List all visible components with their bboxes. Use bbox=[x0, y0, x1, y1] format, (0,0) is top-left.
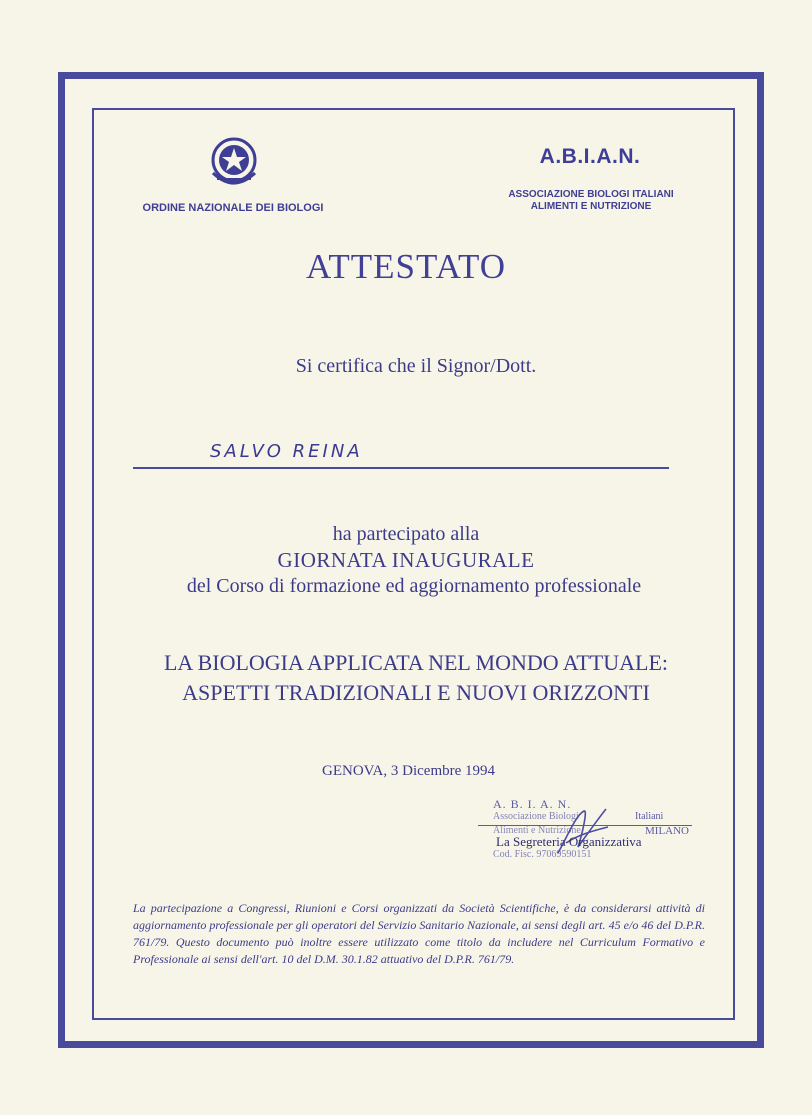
certify-text: Si certifica che il Signor/Dott. bbox=[295, 355, 537, 377]
stamp-line3b: MILANO bbox=[645, 825, 689, 837]
legal-footer-note: La partecipazione a Congressi, Riunioni e Corsi organizzati da Società Scientifiche, è da considerarsi attività di aggiornamento professionale per gli operatori del Servizio Sanitario Nazionale, ai sensi degli art. 45 e/o 46 del D.P.R. 761/79. Questo documento può inoltre essere utilizzato come titolo da includere nel Curriculum Formativo e Professionale ai sensi dell'art. 10 del D.M. 30.1.82 attuativo del D.P.R. 761/79. bbox=[133, 901, 705, 966]
certificate-title: ATTESTATO bbox=[306, 247, 506, 286]
topic-line1: LA BIOLOGIA APPLICATA NEL MONDO ATTUALE: bbox=[163, 650, 669, 675]
recipient-name: SALVO REINA bbox=[210, 441, 363, 462]
stamp-line3: Alimenti e Nutrizione bbox=[493, 825, 581, 836]
stamp-line2: Associazione Biologi bbox=[493, 811, 579, 822]
topic-line2: ASPETTI TRADIZIONALI E NUOVI ORIZZONTI bbox=[182, 680, 650, 705]
abian-name-line2: ALIMENTI E NUTRIZIONE bbox=[530, 201, 652, 212]
stamp-tax-code: Cod. Fisc. 97069590151 bbox=[493, 849, 592, 860]
secretary-label: La Segreteria Organizzativa bbox=[496, 834, 642, 849]
italian-emblem-icon bbox=[205, 133, 263, 193]
handwritten-signature bbox=[548, 805, 618, 860]
event-name: GIORNATA INAUGURALE bbox=[277, 548, 535, 572]
abian-full-name bbox=[486, 189, 696, 213]
course-text: del Corso di formazione ed aggiornamento professionale bbox=[186, 575, 642, 597]
participated-text: ha partecipato alla bbox=[332, 523, 480, 545]
place-date: GENOVA, 3 Dicembre 1994 bbox=[322, 763, 496, 779]
abian-acronym: A.B.I.A.N. bbox=[539, 145, 641, 168]
stamp-line1: A. B. I. A. N. bbox=[493, 797, 572, 811]
name-underline bbox=[133, 467, 669, 469]
abian-name-line1: ASSOCIAZIONE BIOLOGI ITALIANI bbox=[508, 189, 674, 200]
course-topic bbox=[0, 648, 812, 708]
ordine-biologi-label: ORDINE NAZIONALE DEI BIOLOGI bbox=[142, 202, 324, 214]
stamp-line2b: Italiani bbox=[635, 811, 664, 822]
